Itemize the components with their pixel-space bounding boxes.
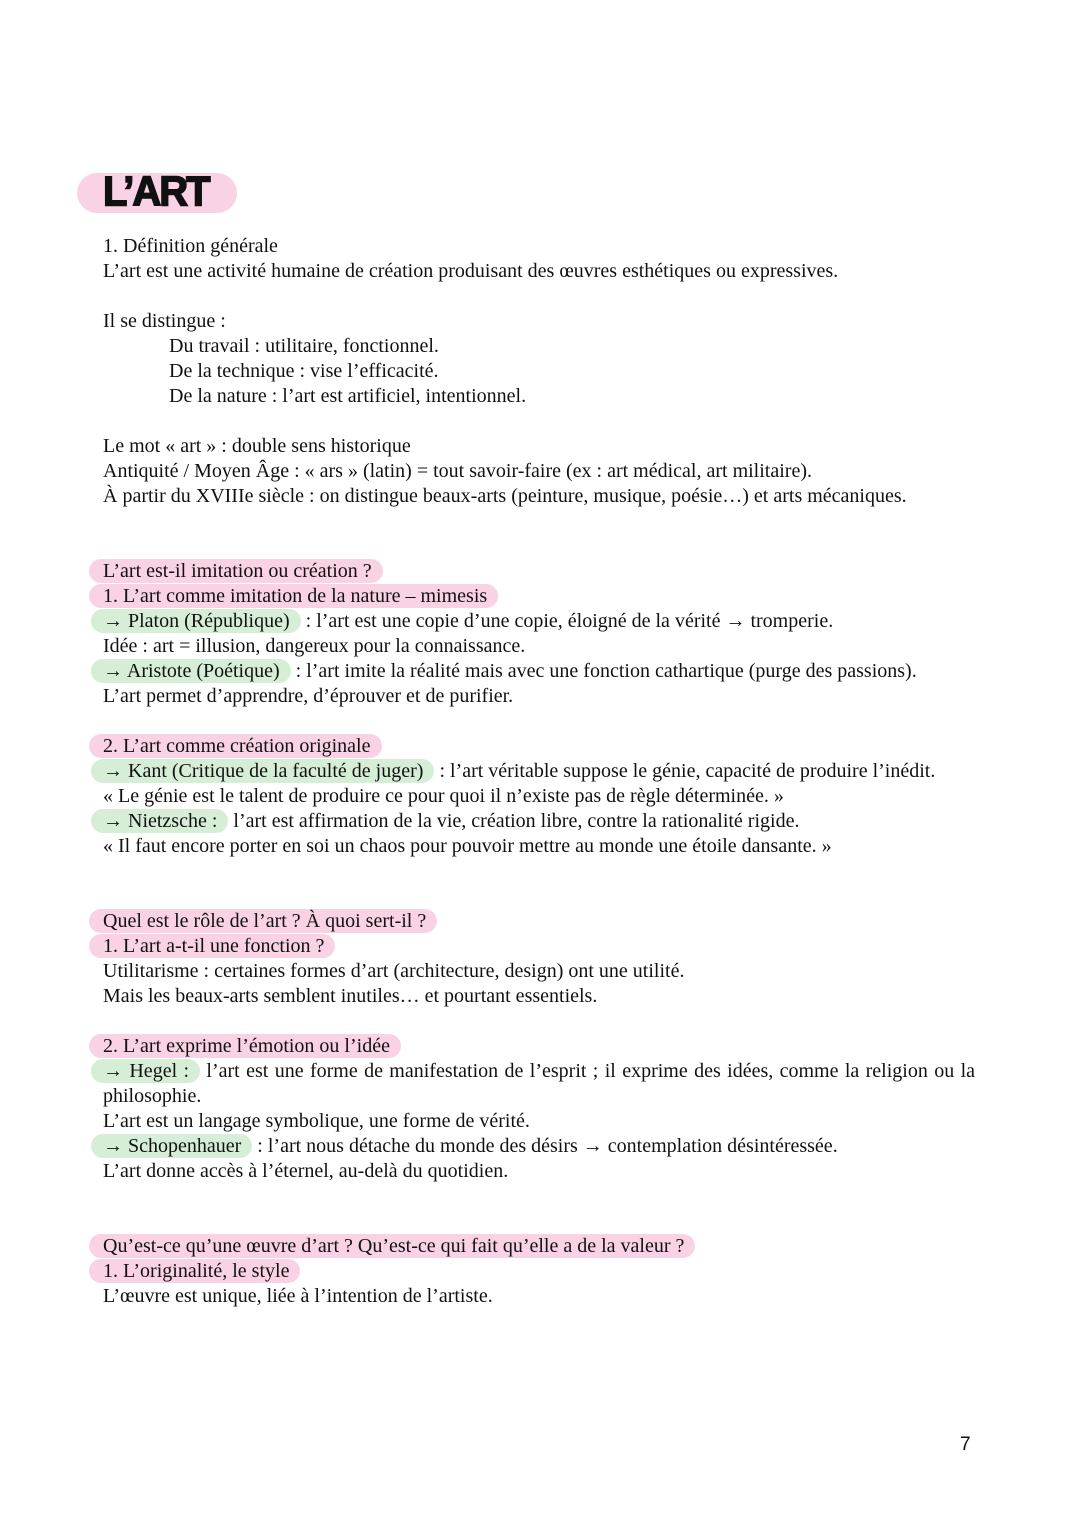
text-line	[103, 1059, 975, 1109]
indented-line: De la technique : vise l’efficacité.	[169, 360, 439, 382]
section-block	[103, 559, 975, 709]
heading-highlight: 2. L’art comme création originale	[89, 734, 382, 758]
section-heading	[103, 734, 975, 759]
text-line	[103, 609, 975, 634]
paragraph-block	[103, 1034, 975, 1184]
paragraph-block	[103, 309, 975, 409]
text-line	[103, 809, 975, 834]
text-line: Idée : art = illusion, dangereux pour la connaissance.	[103, 635, 526, 657]
text-line: L’œuvre est unique, liée à l’intention de l’artiste.	[103, 1285, 493, 1307]
page-title: L’ART	[103, 168, 209, 216]
author-highlight: → Platon (République)	[91, 609, 301, 633]
author-highlight: → Schopenhauer	[91, 1134, 252, 1158]
text-line: Utilitarisme : certaines formes d’art (architecture, design) ont une utilité.	[103, 960, 685, 982]
heading-highlight: L’art est-il imitation ou création ?	[89, 559, 383, 583]
text-segment: : l’art nous détache du monde des désirs → contemplation désintéressée.	[252, 1135, 838, 1157]
indented-line: De la nature : l’art est artificiel, intentionnel.	[169, 385, 527, 407]
heading-highlight: 1. L’art comme imitation de la nature – mimesis	[89, 584, 498, 608]
paragraph-block	[103, 234, 975, 284]
page-number: 7	[960, 1434, 971, 1455]
document-body	[103, 234, 975, 1309]
text-line: Mais les beaux-arts semblent inutiles… et pourtant essentiels.	[103, 985, 598, 1007]
text-line: Il se distingue :	[103, 310, 226, 332]
indented-line: Du travail : utilitaire, fonctionnel.	[169, 335, 439, 357]
section-heading	[103, 934, 975, 959]
section-heading	[103, 1034, 975, 1059]
author-highlight: → Nietzsche :	[91, 809, 228, 833]
text-line: Antiquité / Moyen Âge : « ars » (latin) = tout savoir-faire (ex : art médical, art militaire).	[103, 460, 812, 482]
section-heading	[103, 584, 975, 609]
text-line: « Le génie est le talent de produire ce pour quoi il n’existe pas de règle déterminée. »	[103, 785, 784, 807]
heading-highlight: Qu’est-ce qu’une œuvre d’art ? Qu’est-ce qui fait qu’elle a de la valeur ?	[89, 1234, 695, 1258]
text-line	[103, 1134, 975, 1159]
paragraph-block	[103, 434, 975, 509]
text-line: L’art permet d’apprendre, d’éprouver et de purifier.	[103, 685, 514, 707]
text-segment: : l’art imite la réalité mais avec une fonction cathartique (purge des passions).	[290, 660, 917, 682]
text-line	[103, 759, 975, 784]
text-line	[103, 659, 975, 684]
text-line: L’art est une activité humaine de création produisant des œuvres esthétiques ou expressives.	[103, 260, 839, 282]
section-heading	[103, 1234, 975, 1259]
section-heading	[103, 1259, 975, 1284]
section-block	[103, 1234, 975, 1309]
text-line: « Il faut encore porter en soi un chaos pour pouvoir mettre au monde une étoile dansante. »	[103, 835, 832, 857]
author-highlight: → Aristote (Poétique)	[91, 659, 291, 683]
author-highlight: → Kant (Critique de la faculté de juger)	[91, 759, 434, 783]
paragraph-block	[103, 734, 975, 859]
text-line: 1. Définition générale	[103, 235, 278, 257]
text-segment: l’art est une forme de manifestation de l’esprit ; il exprime des idées, comme la religion ou la philosophie.	[103, 1060, 976, 1107]
text-line: À partir du XVIIIe siècle : on distingue beaux-arts (peinture, musique, poésie…) et arts mécaniques.	[103, 485, 907, 507]
text-segment: : l’art est une copie d’une copie, éloigné de la vérité → tromperie.	[300, 610, 834, 632]
section-block	[103, 909, 975, 1009]
text-segment: l’art est affirmation de la vie, création libre, contre la rationalité rigide.	[228, 810, 800, 832]
author-highlight: → Hegel :	[91, 1059, 200, 1083]
section-heading	[103, 559, 975, 584]
heading-highlight: 1. L’originalité, le style	[89, 1259, 300, 1283]
page-title-badge	[77, 168, 237, 216]
text-line: Le mot « art » : double sens historique	[103, 435, 411, 457]
heading-highlight: 2. L’art exprime l’émotion ou l’idée	[89, 1034, 401, 1058]
text-line: L’art donne accès à l’éternel, au-delà du quotidien.	[103, 1160, 509, 1182]
text-line: L’art est un langage symbolique, une forme de vérité.	[103, 1110, 530, 1132]
heading-highlight: 1. L’art a-t-il une fonction ?	[89, 934, 335, 958]
heading-highlight: Quel est le rôle de l’art ? À quoi sert-il ?	[89, 909, 437, 933]
section-heading	[103, 909, 975, 934]
text-segment: : l’art véritable suppose le génie, capacité de produire l’inédit.	[434, 760, 936, 782]
